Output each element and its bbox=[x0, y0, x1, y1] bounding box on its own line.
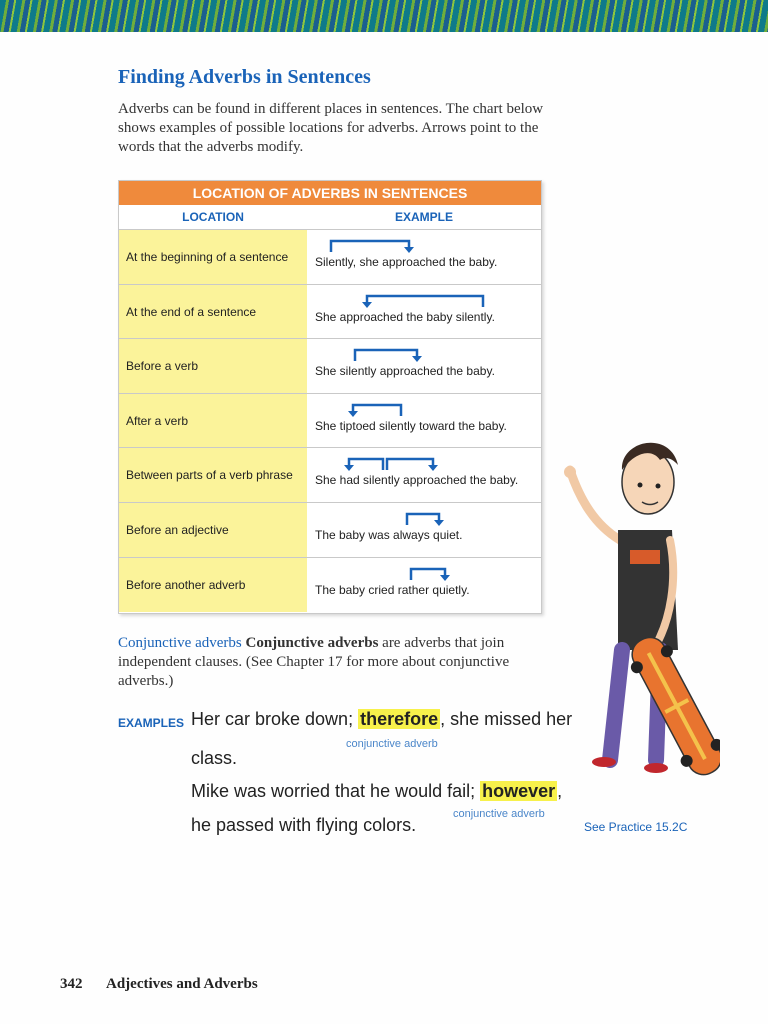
location-cell: After a verb bbox=[119, 394, 307, 448]
top-decorative-banner bbox=[0, 0, 768, 32]
example-1-line-1 bbox=[191, 709, 572, 730]
conjunctive-heading: Conjunctive adverbs bbox=[118, 635, 242, 651]
table-row bbox=[119, 285, 541, 340]
example-2-pre: Mike was worried that he would fail; bbox=[191, 781, 481, 801]
example-cell bbox=[307, 339, 541, 393]
example-text: She tiptoed silently toward the baby. bbox=[315, 418, 507, 433]
table-row bbox=[119, 339, 541, 394]
example-1-highlight: therefore bbox=[360, 709, 439, 729]
section-title: Finding Adverbs in Sentences bbox=[118, 66, 371, 88]
table-row bbox=[119, 558, 541, 613]
table-header bbox=[119, 205, 541, 230]
example-1-post: , she missed her bbox=[440, 709, 573, 729]
example-2-line-1 bbox=[191, 781, 562, 802]
example-cell bbox=[307, 285, 541, 339]
table-row bbox=[119, 448, 541, 503]
table-row bbox=[119, 503, 541, 558]
table-row bbox=[119, 230, 541, 285]
conjunctive-text: are adverbs that join independent clauses. (See Chapter 17 for more about conjunctive adverbs.) bbox=[118, 635, 510, 689]
intro-paragraph: Adverbs can be found in different places in sentences. The chart below shows examples of possible locations for adverbs. Arrows point to the words that the adverbs modify. bbox=[118, 101, 544, 155]
column-header-example: EXAMPLE bbox=[394, 210, 453, 224]
examples-label: EXAMPLES bbox=[118, 716, 185, 730]
table-title: LOCATION OF ADVERBS IN SENTENCES bbox=[119, 181, 541, 205]
example-text: She silently approached the baby. bbox=[315, 364, 495, 379]
arrow-icon bbox=[307, 454, 537, 474]
example-text: Silently, she approached the baby. bbox=[315, 255, 498, 269]
location-cell: Before another adverb bbox=[119, 558, 307, 613]
example-cell bbox=[307, 230, 541, 284]
example-cell bbox=[307, 448, 541, 502]
example-2-note: conjunctive adverb bbox=[453, 808, 545, 820]
table-row bbox=[119, 394, 541, 449]
example-text: The baby cried rather quietly. bbox=[315, 582, 470, 597]
location-cell: Between parts of a verb phrase bbox=[119, 448, 307, 502]
example-text: She approached the baby silently. bbox=[315, 309, 495, 324]
location-cell: Before a verb bbox=[119, 339, 307, 393]
conjunctive-bold-term: Conjunctive adverbs bbox=[245, 635, 379, 651]
chapter-title: Adjectives and Adverbs bbox=[106, 976, 258, 992]
example-cell bbox=[307, 558, 541, 613]
example-cell bbox=[307, 394, 541, 448]
example-2-line-2: he passed with flying colors. bbox=[191, 815, 417, 835]
example-1-pre: Her car broke down; bbox=[191, 709, 359, 729]
arrow-icon bbox=[307, 400, 537, 420]
example-1-line-2: class. bbox=[191, 748, 238, 768]
arrow-icon bbox=[307, 509, 537, 529]
arrow-icon bbox=[307, 564, 537, 584]
arrow-icon bbox=[307, 291, 537, 311]
example-1-note: conjunctive adverb bbox=[346, 738, 438, 750]
boy-with-skateboard-illustration bbox=[560, 430, 720, 790]
location-cell: At the end of a sentence bbox=[119, 285, 307, 339]
arrow-icon bbox=[307, 345, 537, 365]
adverb-location-table bbox=[118, 180, 542, 614]
column-header-location: LOCATION bbox=[182, 210, 244, 224]
arrow-icon bbox=[307, 236, 537, 256]
example-2-post: , bbox=[557, 781, 563, 801]
example-2-highlight: however bbox=[482, 781, 556, 801]
see-practice-link[interactable]: See Practice 15.2C bbox=[584, 820, 688, 834]
example-text: The baby was always quiet. bbox=[315, 527, 463, 542]
page-number: 342 bbox=[60, 976, 83, 992]
location-cell: Before an adjective bbox=[119, 503, 307, 557]
conjunctive-paragraph bbox=[118, 634, 548, 691]
location-cell: At the beginning of a sentence bbox=[119, 230, 307, 284]
example-cell bbox=[307, 503, 541, 557]
example-text: She had silently approached the baby. bbox=[315, 473, 519, 488]
